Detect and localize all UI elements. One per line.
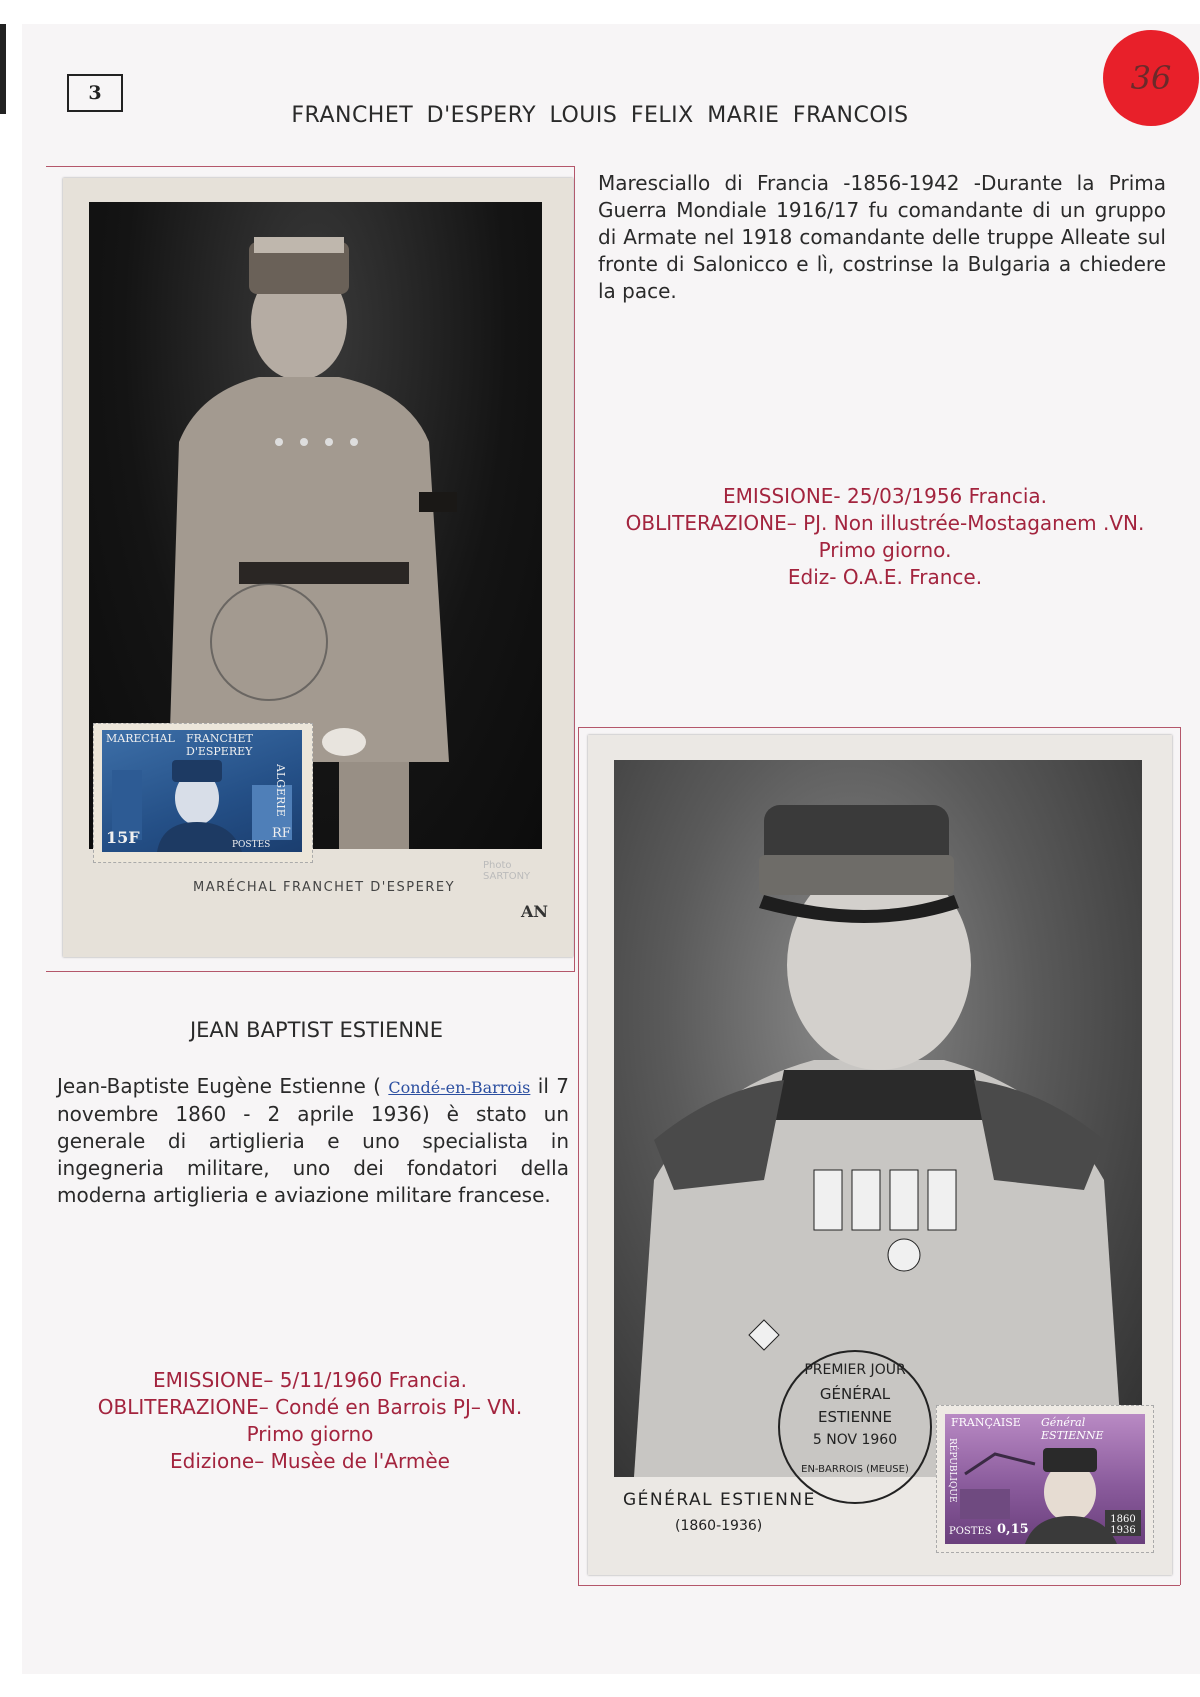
estienne-edizione: Edizione– Musèe de l'Armèe bbox=[170, 1449, 450, 1473]
first-day-postmark bbox=[778, 1350, 932, 1504]
estienne-obliterazione: OBLITERAZIONE– Condé en Barrois PJ– VN. bbox=[97, 1395, 523, 1419]
conde-en-barrois-link[interactable]: Condé-en-Barrois bbox=[388, 1078, 531, 1097]
estienne-card-caption: GÉNÉRAL ESTIENNE bbox=[623, 1490, 816, 1510]
franchet-emissione: EMISSIONE- 25/03/1956 Francia. bbox=[723, 484, 1047, 508]
franchet-emission-block bbox=[590, 483, 1180, 591]
estienne-emission-block bbox=[46, 1367, 574, 1475]
estienne-heading: JEAN BAPTIST ESTIENNE bbox=[189, 1018, 444, 1042]
franchet-stamp-label-right: FRANCHET D'ESPEREY bbox=[186, 732, 253, 758]
page-number: 3 bbox=[67, 74, 123, 112]
estienne-text-after: il 7 novembre 1860 - 2 aprile 1936) è stato un generale di artiglieria e uno specialista in ingegneria militare, uno dei fondatori della moderna artiglieria e aviazione militare francese. bbox=[57, 1074, 569, 1207]
estienne-card-dates: (1860-1936) bbox=[675, 1518, 763, 1534]
estienne-text-before: Jean-Baptiste Eugène Estienne ( bbox=[57, 1074, 381, 1098]
rule-middle-vertical bbox=[574, 166, 575, 972]
rule-top-left bbox=[46, 166, 574, 167]
rule-right-vertical bbox=[1180, 727, 1181, 1585]
franchet-stamp-label-left: MARECHAL bbox=[106, 732, 175, 745]
rule-bottom-left bbox=[46, 971, 574, 972]
franchet-edizione: Ediz- O.A.E. France. bbox=[787, 565, 983, 589]
photo-credit: Photo SARTONY bbox=[483, 860, 531, 882]
postmark-line-3: ESTIENNE bbox=[818, 1408, 892, 1426]
franchet-stamp bbox=[93, 723, 313, 863]
estienne-emissione: EMISSIONE– 5/11/1960 Francia. bbox=[152, 1368, 468, 1392]
estienne-biography bbox=[57, 1073, 569, 1209]
franchet-stamp-rf: RF bbox=[272, 826, 291, 841]
franchet-description: Maresciallo di Francia -1856-1942 -Durante la Prima Guerra Mondiale 1916/17 fu comandante di un gruppo di Armate nel 1918 comandante delle truppe Alleate sul fronte di Salonicco e lì, costrinse la Bulgaria a chiedere la pace. bbox=[598, 171, 1166, 303]
estienne-stamp-postes: POSTES bbox=[949, 1526, 992, 1537]
franchet-stamp-design bbox=[102, 730, 302, 852]
franchet-maximum-card bbox=[63, 178, 573, 957]
estienne-stamp-label-top: FRANÇAISE bbox=[951, 1416, 1021, 1429]
sticker-number: 36 bbox=[1130, 59, 1172, 97]
estienne-stamp-years: 1860 1936 bbox=[1110, 1514, 1136, 1536]
estienne-stamp bbox=[936, 1405, 1154, 1553]
postmark-line-2: GÉNÉRAL bbox=[819, 1385, 891, 1403]
card-publisher-logo: AN bbox=[521, 902, 549, 921]
estienne-stamp-value: 0,15 bbox=[997, 1522, 1029, 1537]
franchet-stamp-value: 15F bbox=[106, 828, 140, 847]
red-number-sticker bbox=[1103, 30, 1199, 126]
estienne-maximum-card bbox=[588, 735, 1172, 1575]
estienne-stamp-name: Général ESTIENNE bbox=[1041, 1416, 1104, 1442]
rule-right-bottom bbox=[578, 1585, 1180, 1586]
rule-left-bottom bbox=[578, 727, 579, 1585]
franchet-card-caption: MARÉCHAL FRANCHET D'ESPEREY bbox=[193, 880, 456, 895]
franchet-primo-giorno: Primo giorno. bbox=[818, 538, 952, 562]
estienne-stamp-design bbox=[945, 1414, 1145, 1544]
rule-right-top bbox=[578, 727, 1180, 728]
postmark-line-1: PREMIER JOUR bbox=[804, 1362, 906, 1378]
estienne-stamp-republique: RÉPUBLIQUE bbox=[947, 1438, 957, 1503]
estienne-primo-giorno: Primo giorno bbox=[246, 1422, 374, 1446]
franchet-stamp-country: ALGERIE bbox=[274, 764, 287, 817]
scan-edge bbox=[0, 24, 6, 114]
postmark-line-4: 5 NOV 1960 bbox=[812, 1432, 898, 1448]
postmark-line-5: EN-BARROIS (MEUSE) bbox=[801, 1464, 909, 1475]
page-title: FRANCHET D'ESPERY LOUIS FELIX MARIE FRANCOIS bbox=[291, 103, 909, 128]
franchet-obliterazione: OBLITERAZIONE– PJ. Non illustrée-Mostaganem .VN. bbox=[625, 511, 1145, 535]
franchet-stamp-postes: POSTES bbox=[232, 840, 271, 850]
